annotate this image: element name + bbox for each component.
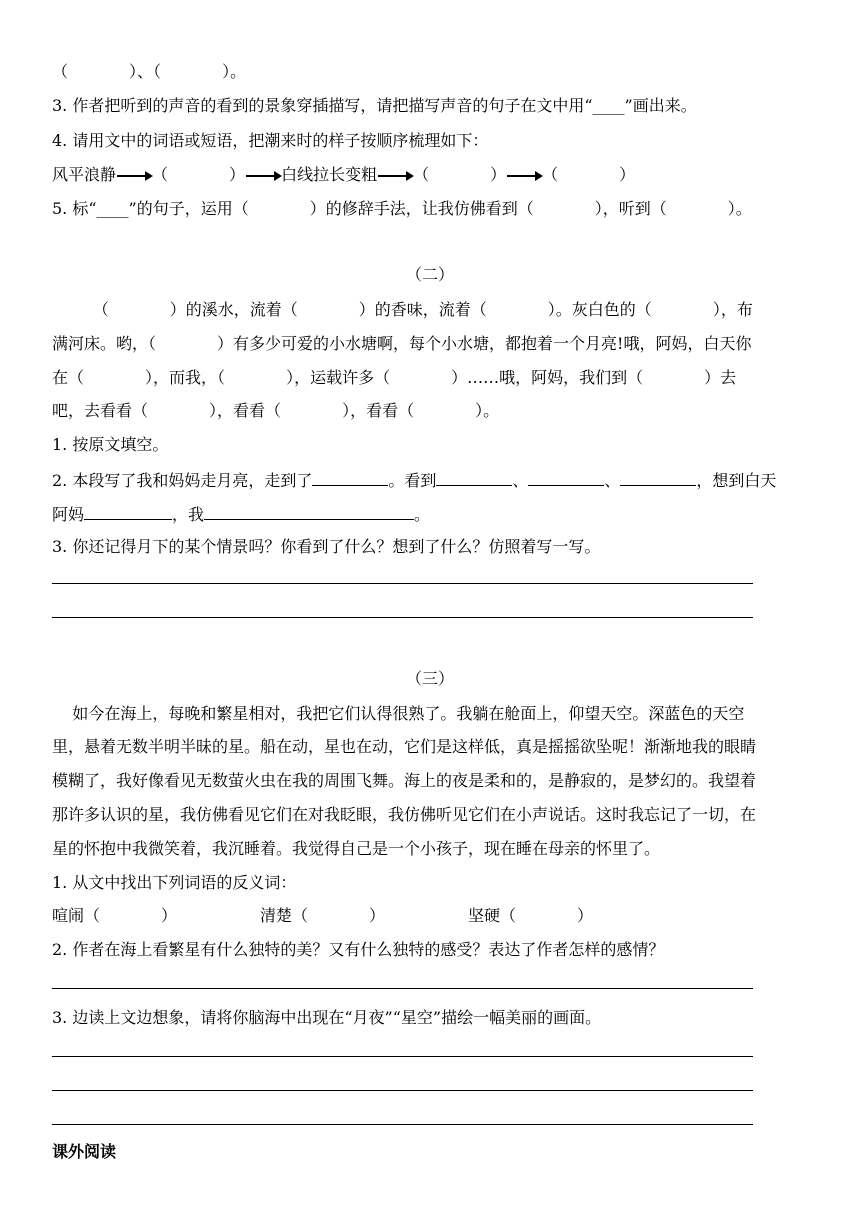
answer-blanks-line: （ ）、（ ）。	[52, 62, 247, 81]
question-2-text: 、	[604, 471, 621, 490]
sequence-blank[interactable]: （ ）	[152, 165, 246, 184]
question-3: 3. 作者把听到的声音的看到的景象穿插描写，请把描写声音的句子在文中用“____”画出来。	[52, 96, 697, 115]
question-3: 3. 边读上文边想象，请将你脑海中出现在“月夜”“星空”描绘一幅美丽的画面。	[52, 1008, 602, 1027]
passage-line: 满河床。哟，（ ）有多少可爱的小水塘啊，每个小水塘，都抱着一个月亮!哦，阿妈，白天你	[52, 334, 752, 353]
question-2	[52, 469, 776, 491]
question-1: 1. 按原文填空。	[52, 435, 169, 454]
question-2-text: 、	[512, 471, 529, 490]
extracurricular-heading: 课外阅读	[52, 1142, 117, 1161]
arrow-right-icon	[117, 175, 151, 177]
passage-line: 在（ ），而我，（ ），运载许多（ ）……哦，阿妈，我们到（ ）去	[52, 368, 737, 387]
sequence-mid: 白线拉长变粗	[281, 165, 378, 184]
question-2-text: ，想到白天	[696, 471, 777, 490]
sequence-blank[interactable]: （ ）	[413, 165, 507, 184]
question-5: 5. 标“____”的句子，运用（ ）的修辞手法，让我仿佛看到（ ），听到（ ）。	[52, 199, 752, 218]
answer-underline[interactable]	[312, 469, 388, 486]
sequence-start: 风平浪静	[52, 165, 117, 184]
answer-underline[interactable]	[528, 469, 604, 486]
answer-line[interactable]	[52, 617, 753, 618]
question-1: 1. 从文中找出下列词语的反义词：	[52, 873, 297, 892]
answer-line[interactable]	[52, 583, 753, 584]
tide-sequence	[52, 165, 635, 185]
passage-line: 吧，去看看（ ），看看（ ），看看（ ）。	[52, 401, 500, 420]
question-2-cont	[52, 503, 430, 525]
arrow-right-icon	[378, 175, 412, 177]
passage-line: （ ）的溪水，流着（ ）的香味，流着（ ）。灰白色的（ ），布	[52, 300, 753, 319]
question-2-text: 。	[414, 505, 431, 524]
question-2-text: 。看到	[388, 471, 437, 490]
arrow-right-icon	[246, 175, 280, 177]
question-2: 2. 作者在海上看繁星有什么独特的美？又有什么独特的感受？表达了作者怎样的感情？	[52, 940, 665, 959]
antonym-item[interactable]: 喧闹（ ）	[52, 906, 178, 925]
answer-underline[interactable]	[84, 503, 172, 520]
section-2-heading: （二）	[405, 265, 454, 284]
question-4: 4. 请用文中的词语或短语，把潮来时的样子按顺序梳理如下：	[52, 131, 489, 150]
question-2-text: 阿妈	[52, 505, 85, 524]
passage-line: 那许多认识的星，我仿佛看见它们在对我眨眼，我仿佛听见它们在小声说话。这时我忘记了一切，在	[52, 805, 757, 824]
answer-line[interactable]	[52, 988, 753, 989]
question-2-text: ，我	[172, 505, 205, 524]
answer-underline[interactable]	[436, 469, 512, 486]
arrow-right-icon	[507, 175, 541, 177]
answer-underline[interactable]	[620, 469, 696, 486]
antonym-item[interactable]: 清楚（ ）	[260, 906, 386, 925]
answer-underline[interactable]	[204, 503, 414, 520]
antonym-item[interactable]: 坚硬（ ）	[468, 906, 594, 925]
answer-line[interactable]	[52, 1090, 753, 1091]
passage-line: 如今在海上，每晚和繁星相对，我把它们认得很熟了。我躺在舱面上，仰望天空。深蓝色的天空	[52, 704, 745, 723]
answer-line[interactable]	[52, 1056, 753, 1057]
answer-line[interactable]	[52, 1124, 753, 1125]
sequence-blank[interactable]: （ ）	[542, 165, 636, 184]
section-3-heading: （三）	[405, 669, 454, 688]
question-3: 3. 你还记得月下的某个情景吗？你看到了什么？想到了什么？仿照着写一写。	[52, 537, 601, 556]
passage-line: 星的怀抱中我微笑着，我沉睡着。我觉得自己是一个小孩子，现在睡在母亲的怀里了。	[52, 839, 661, 858]
passage-line: 模糊了，我好像看见无数萤火虫在我的周围飞舞。海上的夜是柔和的，是静寂的，是梦幻的。我望着	[52, 771, 757, 790]
question-2-text: 2. 本段写了我和妈妈走月亮，走到了	[52, 471, 313, 490]
passage-line: 里，悬着无数半明半昧的星。船在动，星也在动，它们是这样低，真是摇摇欲坠呢！渐渐地我的眼睛	[52, 737, 757, 756]
